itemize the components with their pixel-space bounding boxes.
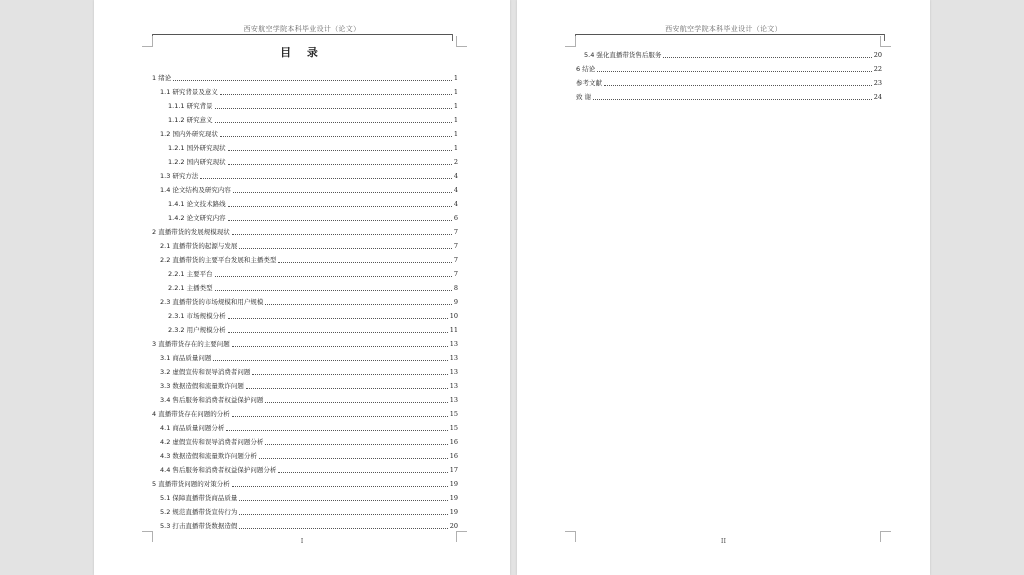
toc-entry-title: 2.2 直播带货的主要平台发展和主播类型 xyxy=(160,256,277,264)
toc-entry-title: 5 直播带货问题的对策分析 xyxy=(152,480,230,488)
toc-entry-page: 13 xyxy=(449,396,458,404)
toc-leader-dots xyxy=(593,98,872,100)
toc-leader-dots xyxy=(232,415,448,417)
toc-entry[interactable] xyxy=(152,474,458,488)
toc-entry-page: 13 xyxy=(449,368,458,376)
toc-entry[interactable] xyxy=(152,432,458,446)
toc-entry-page: 1 xyxy=(453,144,458,152)
toc-leader-dots xyxy=(265,303,451,305)
toc-entry[interactable] xyxy=(152,82,458,96)
toc-entry-title: 1.1 研究背景及意义 xyxy=(160,88,218,96)
toc-entry-title: 2.1 直播带货的起源与发展 xyxy=(160,242,238,250)
toc-entry-page: 20 xyxy=(449,522,458,530)
toc-entry[interactable] xyxy=(152,166,458,180)
toc-leader-dots xyxy=(259,457,448,459)
toc-entry[interactable] xyxy=(152,362,458,376)
toc-entry[interactable] xyxy=(152,446,458,460)
toc-leader-dots xyxy=(200,177,451,179)
toc-entries-page-1 xyxy=(152,68,458,530)
toc-entry[interactable] xyxy=(152,194,458,208)
toc-leader-dots xyxy=(228,205,452,207)
toc-entry[interactable] xyxy=(152,138,458,152)
toc-leader-dots xyxy=(215,107,452,109)
toc-entry-page: 15 xyxy=(449,410,458,418)
toc-entry-title: 5.4 强化直播带货售后服务 xyxy=(584,51,662,59)
toc-entry-page: 7 xyxy=(453,228,458,236)
toc-entry-page: 19 xyxy=(449,494,458,502)
toc-entry[interactable] xyxy=(152,334,458,348)
toc-entry-title: 4.1 商品质量问题分析 xyxy=(160,424,225,432)
toc-entry[interactable] xyxy=(152,292,458,306)
toc-entry-page: 7 xyxy=(453,270,458,278)
toc-entry-page: 13 xyxy=(449,340,458,348)
toc-entry-page: 4 xyxy=(453,200,458,208)
toc-entry-page: 8 xyxy=(453,284,458,292)
toc-entry-title: 5.3 打击直播带货数据造假 xyxy=(160,522,238,530)
toc-entry[interactable] xyxy=(152,502,458,516)
toc-entry-page: 10 xyxy=(449,312,458,320)
page-number: II xyxy=(720,537,727,545)
toc-leader-dots xyxy=(239,527,447,529)
toc-entry-page: 9 xyxy=(453,298,458,306)
toc-leader-dots xyxy=(215,289,452,291)
toc-entry-title: 3.3 数据造假和流量欺诈问题 xyxy=(160,382,244,390)
page-header-title: 西安航空学院本科毕业设计（论文） xyxy=(243,25,361,33)
document-page-2 xyxy=(517,0,930,575)
toc-leader-dots xyxy=(232,345,448,347)
toc-leader-dots xyxy=(220,93,452,95)
page-header-title: 西安航空学院本科毕业设计（论文） xyxy=(665,25,782,33)
toc-entry-title: 2.2.1 主要平台 xyxy=(168,270,213,278)
toc-entry[interactable] xyxy=(152,306,458,320)
header-rule-tick-right xyxy=(452,34,453,41)
toc-entry-title: 1.3 研究方法 xyxy=(160,172,199,180)
toc-leader-dots xyxy=(228,331,448,333)
toc-title: 目 录 xyxy=(280,46,324,59)
toc-entry-title: 参考文献 xyxy=(576,79,602,87)
toc-entry[interactable] xyxy=(152,250,458,264)
toc-entry-page: 1 xyxy=(453,74,458,82)
toc-entry-page: 23 xyxy=(873,79,882,87)
toc-entry[interactable] xyxy=(152,418,458,432)
toc-entry-page: 6 xyxy=(453,214,458,222)
toc-entry[interactable] xyxy=(576,73,882,87)
toc-entry-title: 2.3 直播带货的市场规模和用户规模 xyxy=(160,298,264,306)
toc-entry-title: 3.2 虚假宣传和误导消费者问题 xyxy=(160,368,251,376)
toc-leader-dots xyxy=(239,247,451,249)
toc-entry[interactable] xyxy=(152,208,458,222)
toc-entry-title: 1.1.1 研究背景 xyxy=(168,102,213,110)
toc-entry[interactable] xyxy=(576,45,882,59)
toc-leader-dots xyxy=(220,135,452,137)
toc-leader-dots xyxy=(232,485,448,487)
toc-entry-page: 24 xyxy=(873,93,882,101)
toc-entry[interactable] xyxy=(152,488,458,502)
toc-leader-dots xyxy=(228,219,452,221)
toc-entry-page: 16 xyxy=(449,438,458,446)
toc-entry-title: 1.2 国内外研究现状 xyxy=(160,130,218,138)
toc-entry[interactable] xyxy=(152,390,458,404)
crop-mark-top-left xyxy=(565,36,576,47)
toc-leader-dots xyxy=(173,79,452,81)
toc-entry[interactable] xyxy=(152,278,458,292)
toc-leader-dots xyxy=(278,261,451,263)
toc-leader-dots xyxy=(228,149,452,151)
toc-entry-title: 4.2 虚假宣传和误导消费者问题分析 xyxy=(160,438,264,446)
toc-entry-title: 2.3.1 市场规模分析 xyxy=(168,312,226,320)
toc-entry[interactable] xyxy=(152,404,458,418)
toc-leader-dots xyxy=(604,84,872,86)
toc-entry-title: 3 直播带货存在的主要问题 xyxy=(152,340,230,348)
toc-entry-title: 1.4 论文结构及研究内容 xyxy=(160,186,231,194)
toc-entry-page: 4 xyxy=(453,172,458,180)
toc-entry-title: 1 绪论 xyxy=(152,74,172,82)
toc-entry-title: 2.2.1 主播类型 xyxy=(168,284,213,292)
toc-leader-dots xyxy=(215,275,452,277)
toc-leader-dots xyxy=(215,121,452,123)
toc-entry-title: 6 结论 xyxy=(576,65,596,73)
toc-entry[interactable] xyxy=(576,87,882,101)
toc-entry[interactable] xyxy=(152,460,458,474)
toc-entries-page-2 xyxy=(576,45,882,101)
toc-entry-title: 1.1.2 研究意义 xyxy=(168,116,213,124)
toc-entry-page: 20 xyxy=(873,51,882,59)
toc-leader-dots xyxy=(239,513,447,515)
toc-leader-dots xyxy=(265,401,447,403)
toc-entry-page: 19 xyxy=(449,508,458,516)
toc-entry-title: 2.3.2 用户规模分析 xyxy=(168,326,226,334)
toc-entry-title: 5.2 规范直播带货宣传行为 xyxy=(160,508,238,516)
toc-entry-title: 4.4 售后服务和消费者权益保护问题分析 xyxy=(160,466,277,474)
toc-leader-dots xyxy=(663,56,871,58)
toc-entry-page: 11 xyxy=(449,326,458,334)
toc-entry-page: 16 xyxy=(449,452,458,460)
toc-entry[interactable] xyxy=(152,124,458,138)
page-number: I xyxy=(300,537,304,545)
toc-leader-dots xyxy=(233,191,452,193)
toc-entry-title: 1.2.1 国外研究现状 xyxy=(168,144,226,152)
toc-entry-page: 2 xyxy=(453,158,458,166)
toc-entry[interactable] xyxy=(152,68,458,82)
toc-leader-dots xyxy=(228,317,448,319)
toc-entry[interactable] xyxy=(576,59,882,73)
toc-entry[interactable] xyxy=(152,96,458,110)
toc-leader-dots xyxy=(239,499,447,501)
toc-entry-page: 1 xyxy=(453,102,458,110)
toc-entry-title: 致 谢 xyxy=(576,93,592,101)
toc-entry[interactable] xyxy=(152,236,458,250)
toc-entry-title: 5.1 保障直播带货商品质量 xyxy=(160,494,238,502)
toc-entry-page: 7 xyxy=(453,242,458,250)
toc-entry-page: 17 xyxy=(449,466,458,474)
toc-leader-dots xyxy=(213,359,447,361)
toc-entry[interactable] xyxy=(152,348,458,362)
toc-entry[interactable] xyxy=(152,152,458,166)
toc-entry-title: 4.3 数据造假和流量欺诈问题分析 xyxy=(160,452,257,460)
toc-entry[interactable] xyxy=(152,110,458,124)
toc-entry-page: 4 xyxy=(453,186,458,194)
toc-entry-title: 2 直播带货的发展规模现状 xyxy=(152,228,230,236)
toc-entry-title: 1.4.2 论文研究内容 xyxy=(168,214,226,222)
toc-leader-dots xyxy=(265,443,447,445)
toc-entry-title: 1.4.1 论文技术路线 xyxy=(168,200,226,208)
toc-entry-page: 13 xyxy=(449,382,458,390)
header-rule xyxy=(152,34,452,35)
toc-entry-title: 1.2.2 国内研究现状 xyxy=(168,158,226,166)
toc-leader-dots xyxy=(228,163,452,165)
toc-leader-dots xyxy=(246,387,448,389)
toc-leader-dots xyxy=(226,429,447,431)
toc-entry-title: 3.1 商品质量问题 xyxy=(160,354,212,362)
header-rule xyxy=(575,34,884,35)
toc-entry[interactable] xyxy=(152,320,458,334)
toc-entry-page: 7 xyxy=(453,256,458,264)
toc-entry-page: 1 xyxy=(453,88,458,96)
toc-leader-dots xyxy=(252,373,447,375)
toc-entry[interactable] xyxy=(152,516,458,530)
toc-entry-title: 4 直播带货存在问题的分析 xyxy=(152,410,230,418)
document-page-1 xyxy=(94,0,510,575)
toc-leader-dots xyxy=(597,70,872,72)
toc-entry-page: 19 xyxy=(449,480,458,488)
toc-entry[interactable] xyxy=(152,264,458,278)
toc-entry-page: 15 xyxy=(449,424,458,432)
toc-leader-dots xyxy=(278,471,447,473)
toc-entry-page: 13 xyxy=(449,354,458,362)
toc-entry-title: 3.4 售后服务和消费者权益保护问题 xyxy=(160,396,264,404)
toc-entry-page: 1 xyxy=(453,130,458,138)
toc-entry[interactable] xyxy=(152,180,458,194)
toc-entry-page: 22 xyxy=(873,65,882,73)
toc-entry-page: 1 xyxy=(453,116,458,124)
toc-leader-dots xyxy=(232,233,452,235)
toc-entry[interactable] xyxy=(152,222,458,236)
toc-entry[interactable] xyxy=(152,376,458,390)
